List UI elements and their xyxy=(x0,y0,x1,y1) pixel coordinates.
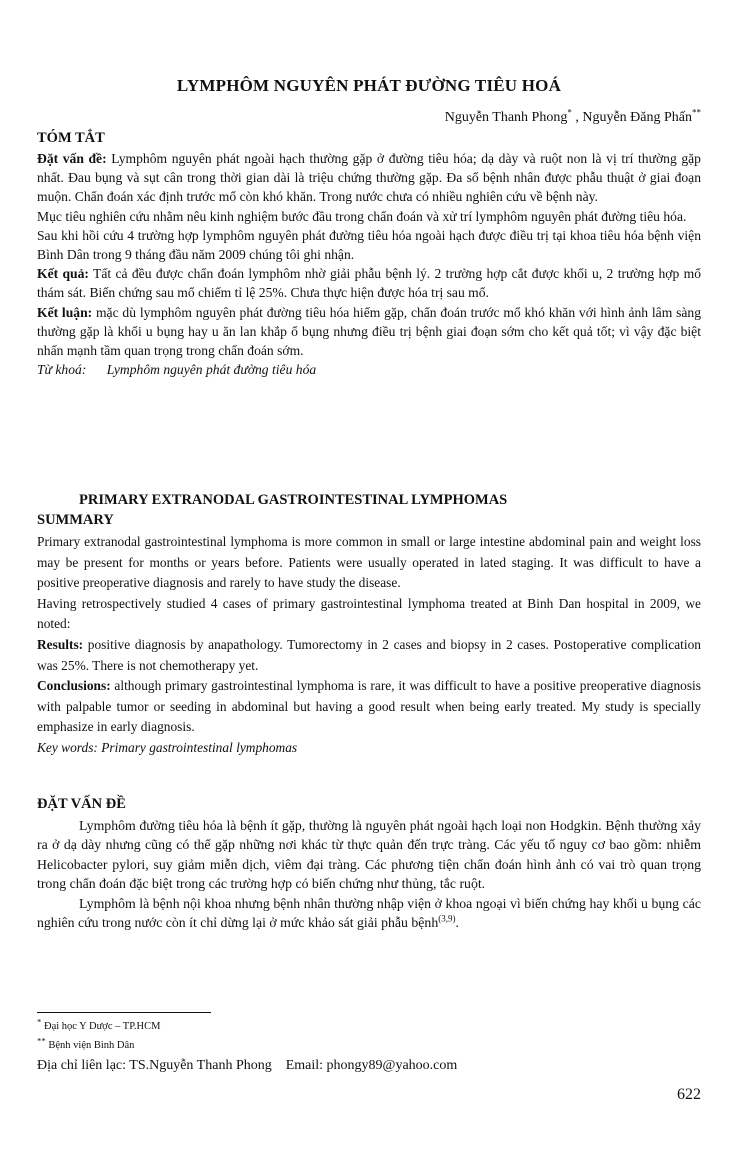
vn-abstract-heading: TÓM TẮT xyxy=(37,130,105,146)
en-summary-heading: SUMMARY xyxy=(37,512,114,528)
intro-paragraph-2 xyxy=(37,894,701,933)
vn-results-text: Tất cả đều được chẩn đoán lymphôm nhờ giải phẫu bệnh lý. 2 trường hợp cắt được khối u, 2 trường hợp mổ thám sát. Biến chứng sau mổ chiếm tỉ lệ 25%. Chưa thực hiện được hóa trị sau mổ. xyxy=(37,266,701,301)
vn-problem-label: Đặt vấn đề: xyxy=(37,151,107,166)
contact-label: Địa chỉ liên lạc: TS.Nguyễn Thanh Phong xyxy=(37,1058,272,1073)
footnote-2-mark: ** xyxy=(37,1035,46,1046)
intro-body xyxy=(37,816,701,932)
footnote-divider xyxy=(37,1012,211,1013)
intro-p2-end: . xyxy=(455,915,459,931)
footnote-1 xyxy=(37,1016,161,1032)
vn-conclusion-text: mặc dù lymphôm nguyên phát đường tiêu hóa hiếm gặp, chẩn đoán trước mổ khó khăn với hình ảnh lâm sàng thường gặp là khối u bụng hay u ăn lan khắp ổ bụng nhưng điều trị bệnh giai đoạn sớm cho kết quả tốt; vì vậy đặc biệt nhấn mạnh tầm quan trọng trong chẩn đoán sớm. xyxy=(37,304,701,359)
en-abstract-body xyxy=(37,532,701,759)
vn-abstract-method: Sau khi hồi cứu 4 trường hợp lymphôm nguyên phát đường tiêu hóa ngoài hạch được điều trị tại khoa tiêu hóa bệnh viện Bình Dân trong 9 tháng đầu năm 2009 chúng tôi ghi nhận. xyxy=(37,227,701,263)
intro-paragraph-1: Lymphôm đường tiêu hóa là bệnh ít gặp, thường là nguyên phát ngoài hạch loại non Hodgkin. Bệnh thường xảy ra ở dạ dày nhưng cũng có thể gặp những nơi khác từ thực quản đến trực tràng. Các yếu tố nguy cơ bao gồm: nhiễm Helicobacter pylori, suy giảm miễn dịch, viêm đại tràng. Các phương tiện chẩn đoán hình ảnh có vai trò quan trọng trong chẩn đoán đặc biệt trong các trường hợp có biến chứng như thủng, tắc ruột. xyxy=(37,818,701,892)
en-results-text: positive diagnosis by anapathology. Tumorectomy in 2 cases and biopsy in 2 cases. Postoperative complication was 25%. There is not chemotherapy yet. xyxy=(37,636,701,673)
en-conclusion-label: Conclusions: xyxy=(37,678,111,694)
paper-title: LYMPHÔM NGUYÊN PHÁT ĐƯỜNG TIÊU HOÁ xyxy=(176,76,562,95)
author-1-mark: * xyxy=(567,107,572,118)
footnote-1-mark: * xyxy=(37,1016,42,1027)
footnote-1-text: Đại học Y Dược – TP.HCM xyxy=(44,1021,161,1032)
en-conclusion-text: although primary gastrointestinal lymphoma is rare, it was difficult to have a positive preoperative diagnosis with palpable tumor or seeding in abdominal but having a good result when being early treated. My study is specially emphasize in early diagnosis. xyxy=(37,678,701,735)
vn-keywords-label: Từ khoá: xyxy=(37,362,87,378)
author-separator: , xyxy=(571,110,583,125)
vn-abstract-problem xyxy=(37,149,701,207)
author-2: Nguyễn Đăng Phấn xyxy=(582,110,692,125)
contact-line xyxy=(37,1058,457,1074)
intro-p2-ref: (3,9) xyxy=(438,913,456,924)
en-abstract-intro: Primary extranodal gastrointestinal lymphoma is more common in small or large intestine abdominal pain and weight loss may be present for months or years before. Patients were usually operated in lated staging. It was difficult to have a positive preoperative diagnosis and rarely to have study the disease. xyxy=(37,534,701,591)
footnote-2 xyxy=(37,1035,135,1051)
author-1: Nguyễn Thanh Phong xyxy=(444,110,568,125)
author-2-mark: ** xyxy=(692,107,701,118)
en-keywords: Key words: Primary gastrointestinal lymphomas xyxy=(37,739,298,755)
contact-email: Email: phongy89@yahoo.com xyxy=(285,1058,458,1073)
page-number: 622 xyxy=(677,1086,701,1103)
vn-problem-text: Lymphôm nguyên phát ngoài hạch thường gặp ở đường tiêu hóa; dạ dày và ruột non là vị trí thường gặp nhất. Đau bụng và sụt cân trong thời gian dài là triệu chứng thường gặp. Đa số bệnh nhân được phẫu thuật ở giai đoạn muộn. Chẩn đoán xác định trước mổ còn khó khăn. Trong nước chưa có nhiều nghiên cứu về bệnh này. xyxy=(37,151,701,205)
en-abstract-results xyxy=(37,635,701,676)
vn-conclusion-label: Kết luận: xyxy=(37,304,93,320)
vn-keywords xyxy=(37,360,701,379)
intro-heading: ĐẶT VẤN ĐỀ xyxy=(37,796,126,812)
vn-results-label: Kết quả: xyxy=(37,266,89,282)
en-abstract-method: Having retrospectively studied 4 cases of primary gastrointestinal lymphoma treated at Binh Dan hospital in 2009, we noted: xyxy=(37,595,701,632)
en-results-label: Results: xyxy=(37,636,84,652)
vn-abstract-conclusion xyxy=(37,303,701,361)
vn-abstract-objective: Mục tiêu nghiên cứu nhằm nêu kinh nghiệm bước đầu trong chẩn đoán và xử trí lymphôm nguyên phát đường tiêu hóa. xyxy=(37,208,687,224)
vn-keywords-text: Lymphôm nguyên phát đường tiêu hóa xyxy=(106,362,317,378)
footnote-2-text: Bệnh viện Bình Dân xyxy=(48,1040,135,1051)
intro-p2-text: Lymphôm là bệnh nội khoa nhưng bệnh nhân thường nhập viện ở khoa ngoại vì biến chứng hay khối u bụng các nghiên cứu trong nước còn ít chỉ dừng lại ở mức khảo sát giải phẫu bệnh xyxy=(37,895,701,931)
en-abstract-title: PRIMARY EXTRANODAL GASTROINTESTINAL LYMPHOMAS xyxy=(79,492,508,508)
vn-abstract-results xyxy=(37,264,701,302)
vn-abstract-body xyxy=(37,149,701,379)
en-abstract-conclusion xyxy=(37,676,701,738)
author-line xyxy=(444,107,701,126)
